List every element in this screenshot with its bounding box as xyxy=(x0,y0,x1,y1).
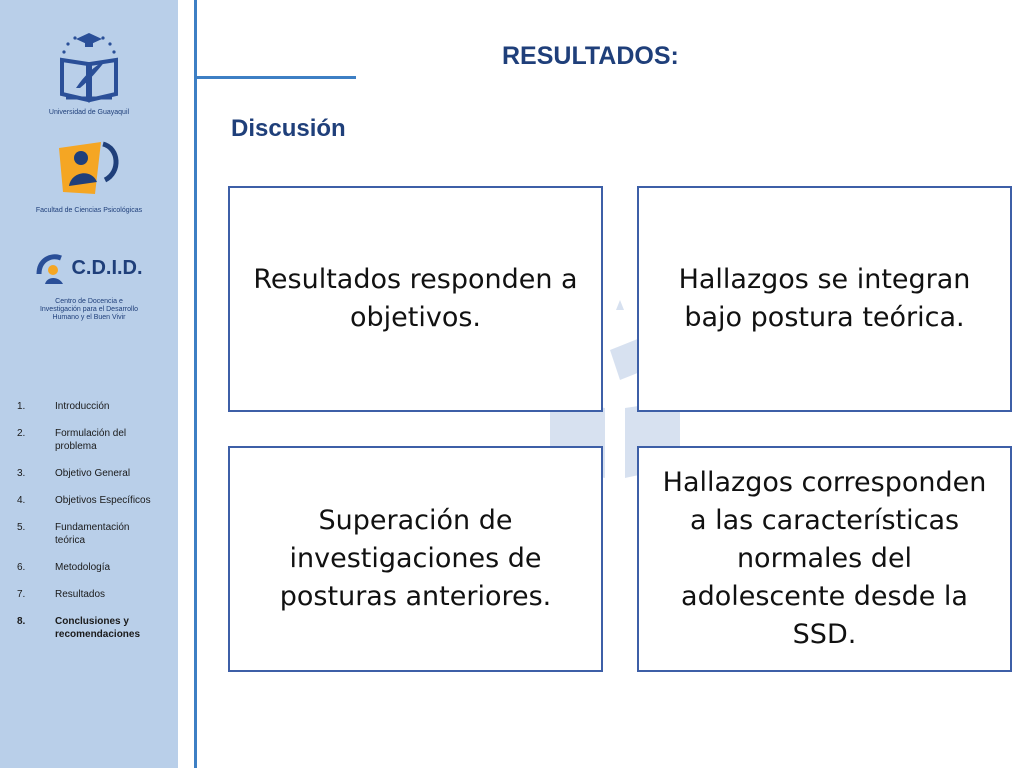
discussion-box-4: Hallazgos corresponden a las características normales del adolescente desde la SSD. xyxy=(637,446,1012,672)
discussion-box-3: Superación de investigaciones de posturas anteriores. xyxy=(228,446,603,672)
nav-item-label: Resultados xyxy=(55,589,106,600)
nav-item-label: Introducción xyxy=(55,401,110,412)
sidebar xyxy=(0,0,178,768)
discussion-box-2: Hallazgos se integran bajo postura teórica. xyxy=(637,186,1012,412)
nav-item-number: 3. xyxy=(17,468,26,479)
nav-item-conclusiones[interactable] xyxy=(17,615,172,641)
nav-item-label: Metodología xyxy=(55,562,111,573)
nav-item-label: Conclusiones y recomendaciones xyxy=(55,616,141,640)
nav-item-number: 4. xyxy=(17,495,26,506)
nav-item-metodologia[interactable] xyxy=(17,561,172,574)
faculty-caption: Facultad de Ciencias Psicológicas xyxy=(35,207,143,214)
university-logo-block xyxy=(0,30,178,117)
nav-item-number: 7. xyxy=(17,589,26,600)
nav-item-fundamentacion[interactable] xyxy=(17,521,172,547)
nav-item-objetivos-especificos[interactable] xyxy=(17,494,172,507)
cdid-caption-3: Humano y el Buen Vivir xyxy=(52,314,126,321)
nav-item-number: 1. xyxy=(17,401,26,412)
nav-item-formulacion[interactable] xyxy=(17,427,172,453)
faculty-logo-block xyxy=(0,138,178,215)
nav-item-number: 2. xyxy=(17,428,26,439)
nav-item-number: 6. xyxy=(17,562,26,573)
nav-item-label: Formulación del problema xyxy=(55,428,127,452)
nav-item-objetivo-general[interactable] xyxy=(17,467,172,480)
discussion-box-1: Resultados responden a objetivos. xyxy=(228,186,603,412)
cdid-caption-2: Investigación para el Desarrollo xyxy=(39,306,139,313)
vertical-divider xyxy=(194,0,197,768)
nav-item-resultados[interactable] xyxy=(17,588,172,601)
horizontal-accent-line xyxy=(194,76,356,79)
cdid-logo-text: C.D.I.D. xyxy=(71,256,143,279)
nav-list xyxy=(17,400,172,641)
nav-item-introduccion[interactable] xyxy=(17,400,172,413)
faculty-logo-icon xyxy=(53,138,125,196)
nav-item-number: 8. xyxy=(17,616,26,627)
nav-item-label: Objetivo General xyxy=(55,468,131,479)
cdid-logo-block xyxy=(0,250,178,322)
nav-item-number: 5. xyxy=(17,522,26,533)
page-title: RESULTADOS: xyxy=(502,42,679,70)
university-caption: Universidad de Guayaquil xyxy=(48,109,130,116)
university-logo-icon xyxy=(54,30,124,104)
nav-item-label: Objetivos Específicos xyxy=(55,495,151,506)
cdid-caption-1: Centro de Docencia e xyxy=(55,298,123,305)
section-subtitle: Discusión xyxy=(231,115,346,142)
nav-item-label: Fundamentación teórica xyxy=(55,522,130,546)
cdid-emblem-icon xyxy=(35,250,71,286)
